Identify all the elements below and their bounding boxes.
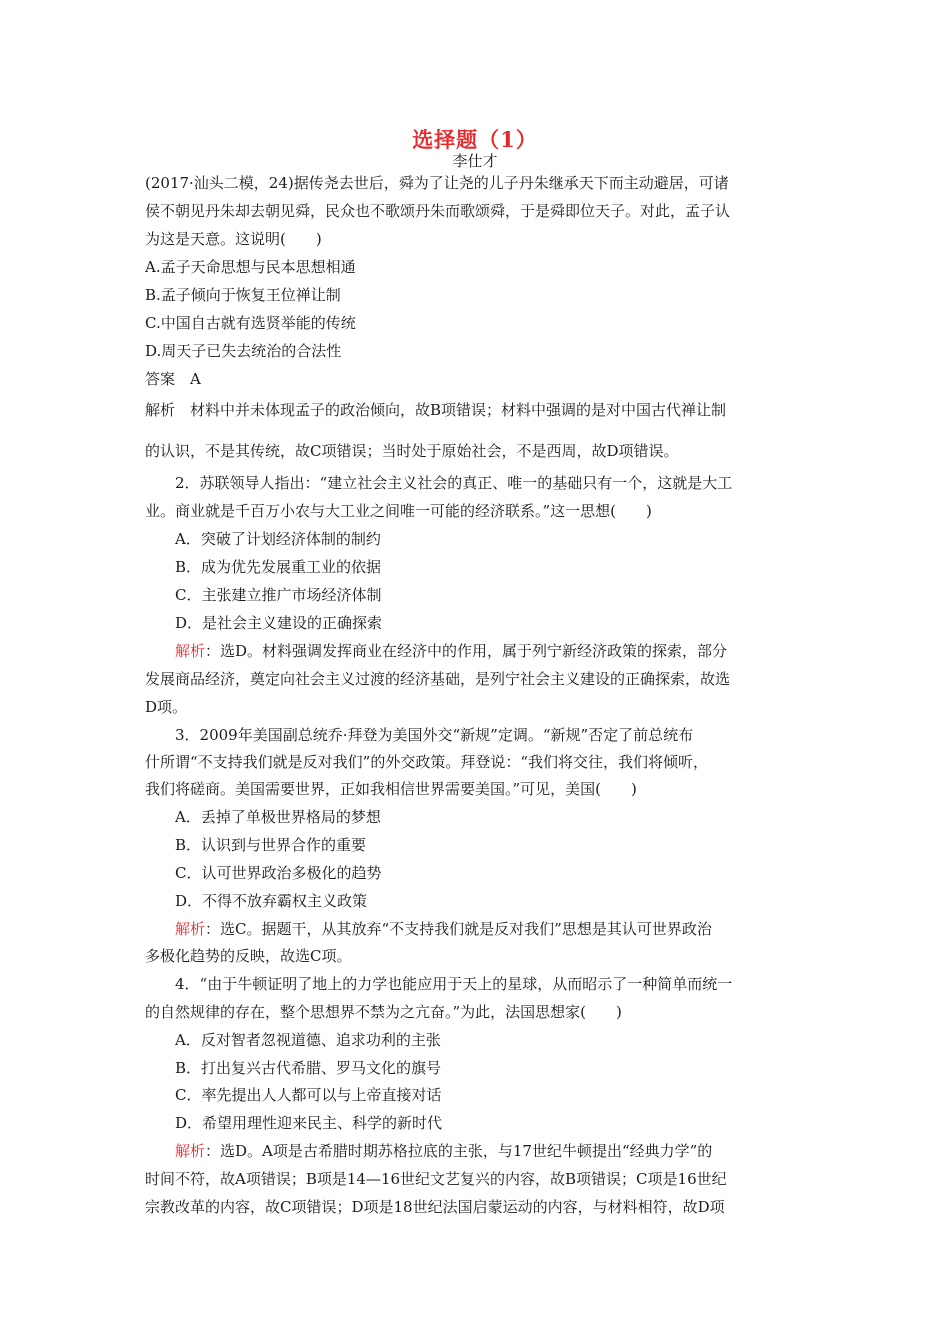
q1-option-b: B.孟子倾向于恢复王位禅让制 — [145, 286, 341, 304]
q2-stem-line: 业。商业就是千百万小农与大工业之间唯一可能的经济联系。”这一思想( ) — [145, 502, 652, 520]
page-title: 选择题（1） — [412, 127, 538, 152]
q4-option-c: C．率先提出人人都可以与上帝直接对话 — [175, 1086, 442, 1104]
q1-stem-line: (2017·汕头二模，24)据传尧去世后，舜为了让尧的儿子丹朱继承天下而主动避居，可诸 — [145, 174, 729, 192]
q1-analysis-line: 解析 材料中并未体现孟子的政治倾向，故B项错误；材料中强调的是对中国古代禅让制 — [145, 401, 727, 419]
q1-answer: 答案 A — [145, 370, 201, 388]
q2-option-c: C．主张建立推广市场经济体制 — [175, 586, 382, 604]
q4-stem-line: 的自然规律的存在，整个思想界不禁为之亢奋。”为此，法国思想家( ) — [145, 1003, 622, 1021]
q2-analysis-line: D项。 — [145, 698, 188, 716]
q2-option-b: B．成为优先发展重工业的依据 — [175, 558, 382, 576]
q4-option-d: D．希望用理性迎来民主、科学的新时代 — [175, 1114, 443, 1132]
analysis-label: 解析 — [175, 920, 206, 938]
author-name: 李仕才 — [452, 152, 498, 170]
q3-option-a: A．丢掉了单极世界格局的梦想 — [175, 808, 381, 826]
q1-analysis-line: 的认识，不是其传统，故C项错误；当时处于原始社会，不是西周，故D项错误。 — [145, 442, 679, 460]
q2-analysis-first: 解析：选D。材料强调发挥商业在经济中的作用，属于列宁新经济政策的探索，部分 — [175, 642, 728, 660]
analysis-label: 解析 — [175, 1142, 206, 1160]
q3-stem-line: 什所谓“不支持我们就是反对我们”的外交政策。拜登说：“我们将交往，我们将倾听， — [145, 753, 709, 771]
q2-option-d: D．是社会主义建设的正确探索 — [175, 614, 383, 632]
q3-analysis-line: 多极化趋势的反映，故选C项。 — [145, 947, 352, 965]
q2-analysis-line: 发展商品经济，奠定向社会主义过渡的经济基础，是列宁社会主义建设的正确探索，故选 — [145, 670, 731, 688]
q3-option-c: C．认可世界政治多极化的趋势 — [175, 864, 382, 882]
q2-stem-line: 2．苏联领导人指出：“建立社会主义社会的真正、唯一的基础只有一个，这就是大工 — [175, 474, 733, 492]
q1-option-c: C.中国自古就有选贤举能的传统 — [145, 314, 356, 332]
analysis-label: 解析 — [175, 642, 206, 660]
q4-stem-line: 4．“由于牛顿证明了地上的力学也能应用于天上的星球，从而昭示了一种简单而统一 — [175, 975, 733, 993]
q4-option-a: A．反对智者忽视道德、追求功利的主张 — [175, 1031, 441, 1049]
q3-analysis-first: 解析：选C。据题干，从其放弃“不支持我们就是反对我们”思想是其认可世界政治 — [175, 920, 712, 938]
q4-analysis-line: 时间不符，故A项错误；B项是14—16世纪文艺复兴的内容，故B项错误；C项是16世纪 — [145, 1170, 727, 1188]
q3-stem-line: 我们将磋商。美国需要世界，正如我相信世界需要美国。”可见，美国( ) — [145, 780, 637, 798]
q2-option-a: A．突破了计划经济体制的制约 — [175, 530, 381, 548]
q3-option-b: B．认识到与世界合作的重要 — [175, 836, 367, 854]
q1-stem-line: 为这是天意。这说明( ) — [145, 230, 322, 248]
q1-stem-line: 侯不朝见丹朱却去朝见舜，民众也不歌颂丹朱而歌颂舜，于是舜即位天子。对此，孟子认 — [145, 202, 731, 220]
q4-analysis-line: 宗教改革的内容，故C项错误；D项是18世纪法国启蒙运动的内容，与材料相符，故D项 — [145, 1198, 725, 1216]
q3-stem-line: 3．2009年美国副总统乔·拜登为美国外交“新规”定调。“新规”否定了前总统布 — [175, 726, 694, 744]
q1-option-a: A.孟子天命思想与民本思想相通 — [145, 258, 356, 276]
q4-analysis-first: 解析：选D。A项是古希腊时期苏格拉底的主张，与17世纪牛顿提出“经典力学”的 — [175, 1142, 713, 1160]
q1-option-d: D.周天子已失去统治的合法性 — [145, 342, 342, 360]
q4-option-b: B．打出复兴古代希腊、罗马文化的旗号 — [175, 1059, 442, 1077]
q3-option-d: D．不得不放弃霸权主义政策 — [175, 892, 368, 910]
